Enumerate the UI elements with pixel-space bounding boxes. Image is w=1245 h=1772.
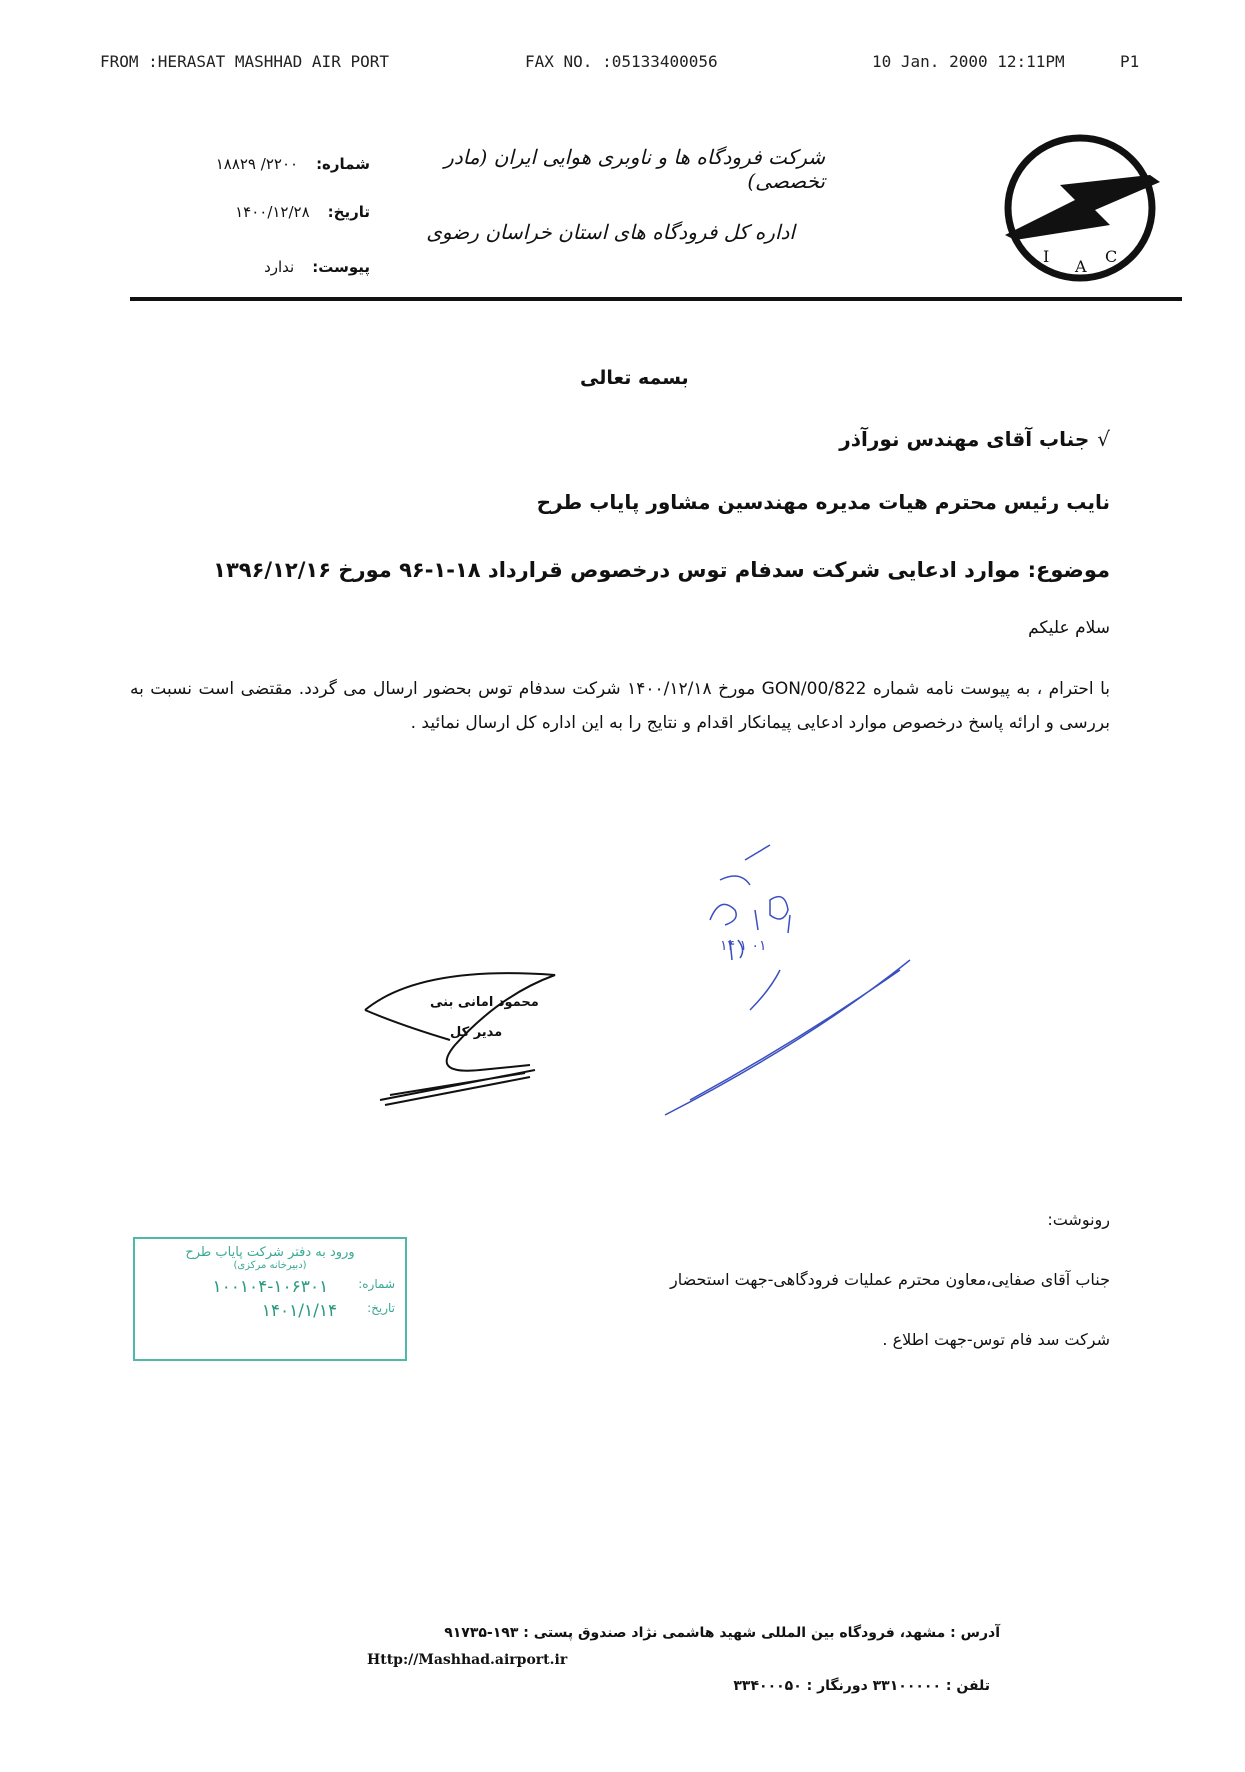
letter-number	[170, 155, 370, 173]
date-label: تاریخ:	[327, 203, 370, 221]
org-department: اداره کل فرودگاه های استان خراسان رضوی	[426, 220, 795, 244]
stamp-title: ورود به دفتر شرکت پایاب طرح	[185, 1245, 355, 1260]
svg-text:A: A	[1075, 257, 1087, 276]
attachment-value: ندارد	[264, 258, 295, 276]
copy-recipient-1: جناب آقای صفایی،معاون محترم عملیات فرودگاهی-جهت استحضار	[670, 1270, 1110, 1289]
fax-number: FAX NO. :05133400056	[525, 52, 718, 71]
letter-body: با احترام ، به پیوست نامه شماره GON/00/822 مورخ ۱۴۰۰/۱۲/۱۸ شرکت سدفام توس بحضور ارسال می گردد. مقتضی است نسبت به بررسی و ارائه پاسخ درخصوص موارد ادعایی پیمانکار اقدام و نتایج را به این اداره کل ارسال نمائید .	[130, 679, 1110, 733]
stamp-date-label: تاریخ:	[367, 1301, 395, 1315]
letter-attachment	[170, 258, 370, 276]
signer-title: مدیر کل	[450, 1025, 503, 1040]
receipt-stamp	[133, 1237, 407, 1361]
footer-address: آدرس : مشهد، فرودگاه بین المللی شهید هاشمی نژاد صندوق پستی : ۱۹۳-۹۱۷۳۵	[444, 1625, 1000, 1641]
recipient-title: نایب رئیس محترم هیات مدیره مهندسین مشاور پایاب طرح	[536, 490, 1110, 514]
letter-date	[170, 203, 370, 221]
check-icon: √	[1097, 427, 1110, 451]
date-value: ۱۴۰۰/۱۲/۲۸	[235, 203, 310, 221]
stamp-date-value: ۱۴۰۱/۱/۱۴	[261, 1301, 338, 1321]
signer-name: محمود امانی بنی	[430, 995, 539, 1010]
copies-heading: رونوشت:	[1047, 1210, 1110, 1229]
invocation: بسمه تعالی	[580, 367, 689, 389]
header-divider	[130, 297, 1182, 301]
stamp-number-label: شماره:	[358, 1277, 395, 1291]
stamp-subtitle: (دبیرخانه مرکزی)	[233, 1260, 307, 1271]
attachment-label: پیوست:	[312, 258, 370, 276]
number-value: ۲۲۰۰/ ۱۸۸۲۹	[215, 155, 299, 173]
recipient	[839, 427, 1110, 451]
handwritten-date: ۱۴ ۱ ۰۱	[720, 938, 767, 954]
copy-recipient-2: شرکت سد فام توس-جهت اطلاع .	[882, 1330, 1110, 1349]
signature	[360, 965, 560, 1115]
footer-phone: تلفن : ۳۳۱۰۰۰۰۰ دورنگار : ۳۳۴۰۰۰۵۰	[733, 1678, 990, 1694]
fax-page: P1	[1120, 52, 1140, 71]
svg-text:C: C	[1105, 247, 1118, 266]
org-name: شرکت فرودگاه ها و ناوبری هوایی ایران (مادر تخصصی)	[444, 145, 825, 193]
iac-logo	[985, 130, 1170, 285]
recipient-name: جناب آقای مهندس نورآذر	[839, 427, 1090, 451]
subject: موضوع: موارد ادعایی شرکت سدفام توس درخصوص قرارداد ۱۸-۱-۹۶ مورخ ۱۳۹۶/۱۲/۱۶	[213, 558, 1110, 582]
greeting: سلام علیکم	[1028, 618, 1110, 638]
number-label: شماره:	[316, 155, 370, 173]
handwritten-annotation	[660, 840, 920, 1120]
stamp-number-value: ۱۰۰۱۰۴-۱۰۶۳۰۱	[212, 1277, 329, 1297]
footer-website[interactable]: Http://Mashhad.airport.ir	[367, 1652, 568, 1668]
fax-datetime: 10 Jan. 2000 12:11PM	[872, 52, 1065, 71]
svg-text:I: I	[1043, 247, 1050, 266]
fax-from: FROM :HERASAT MASHHAD AIR PORT	[100, 52, 389, 71]
